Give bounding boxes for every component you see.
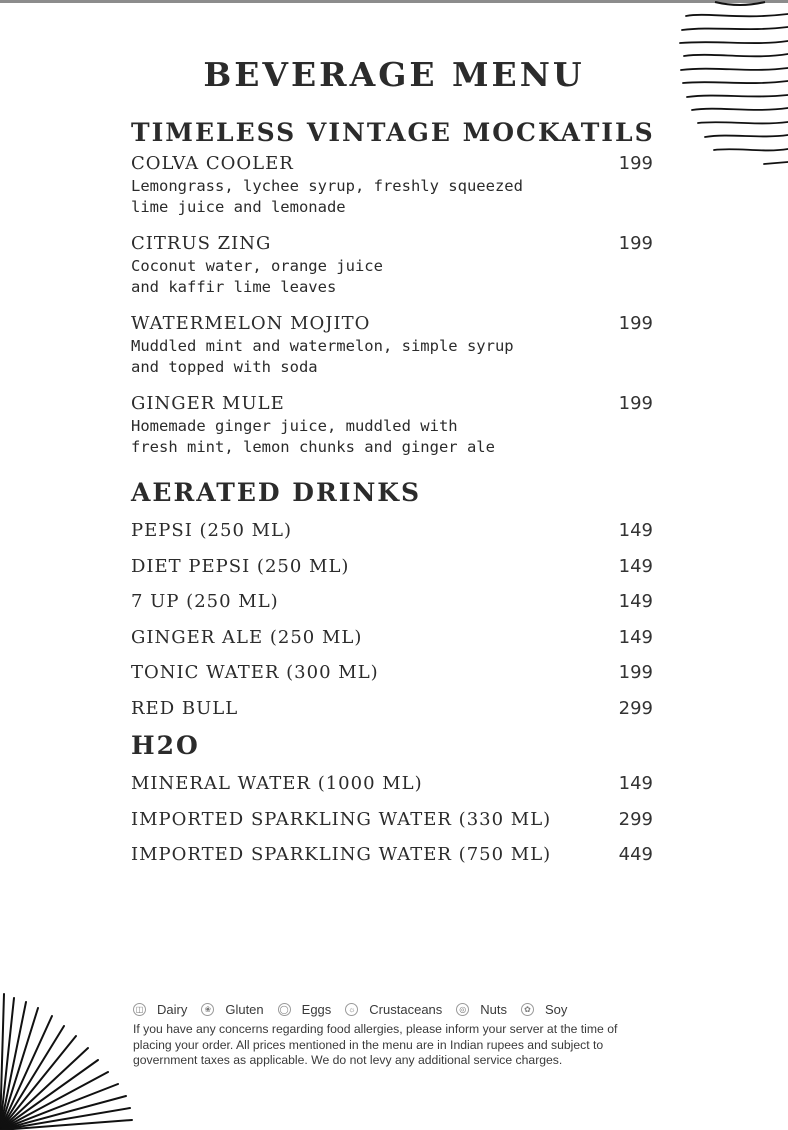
menu-item bbox=[131, 549, 655, 585]
item-name: GINGER MULE bbox=[131, 393, 285, 414]
item-price: 199 bbox=[618, 153, 653, 174]
item-price: 199 bbox=[618, 662, 653, 683]
item-price: 149 bbox=[618, 591, 653, 612]
allergen-footer bbox=[133, 999, 653, 1069]
eggs-icon: ◯ bbox=[278, 1003, 291, 1016]
soy-icon: ✿ bbox=[521, 1003, 534, 1016]
item-name: WATERMELON MOJITO bbox=[131, 313, 371, 334]
item-name: IMPORTED SPARKLING WATER (330 ML) bbox=[131, 808, 552, 830]
item-name: RED BULL bbox=[131, 697, 239, 719]
section-title: AERATED DRINKS bbox=[131, 478, 422, 507]
item-price: 199 bbox=[618, 313, 653, 334]
decorative-fan-bottom-left bbox=[0, 990, 135, 1130]
allergen-label: Soy bbox=[545, 1001, 568, 1017]
menu-item bbox=[131, 584, 655, 620]
item-name: PEPSI (250 ML) bbox=[131, 520, 293, 541]
allergen-label: Dairy bbox=[157, 1001, 188, 1017]
allergen-soy bbox=[521, 1002, 567, 1017]
menu-item bbox=[131, 691, 655, 727]
allergen-eggs bbox=[278, 1002, 332, 1017]
item-description: Lemongrass, lychee syrup, freshly squeezed lime juice and lemonade bbox=[131, 177, 523, 216]
allergen-legend bbox=[133, 999, 653, 1019]
item-price: 299 bbox=[618, 808, 653, 830]
menu-item bbox=[131, 620, 655, 656]
item-description: Muddled mint and watermelon, simple syrup and topped with soda bbox=[131, 337, 514, 376]
item-price: 199 bbox=[618, 233, 653, 254]
section-water bbox=[131, 726, 655, 873]
menu-title: BEVERAGE MENU bbox=[203, 55, 585, 94]
crustaceans-icon: ☼ bbox=[345, 1003, 358, 1016]
item-price: 149 bbox=[618, 626, 653, 648]
item-description: Coconut water, orange juice and kaffir lime leaves bbox=[131, 257, 383, 296]
allergen-crustaceans bbox=[345, 1002, 442, 1017]
item-price: 149 bbox=[618, 555, 653, 577]
section-aerated-drinks bbox=[131, 473, 655, 726]
item-name: 7 UP (250 ML) bbox=[131, 591, 279, 612]
allergen-label: Gluten bbox=[225, 1001, 264, 1017]
gluten-icon: ❀ bbox=[201, 1003, 214, 1016]
item-name: GINGER ALE (250 ML) bbox=[131, 626, 363, 648]
menu-item bbox=[131, 655, 655, 691]
allergy-notice: If you have any concerns regarding food allergies, please inform your server at the time of placing your order. All prices mentioned in the menu are in Indian rupees and subject to government taxes as applicable. We do not levy any additional service charges. bbox=[133, 1022, 618, 1067]
item-price: 299 bbox=[618, 697, 653, 719]
menu-item bbox=[131, 837, 655, 873]
menu-item bbox=[131, 233, 655, 298]
dairy-icon: ◫ bbox=[133, 1003, 146, 1016]
allergen-label: Nuts bbox=[480, 1001, 508, 1017]
item-name: IMPORTED SPARKLING WATER (750 ML) bbox=[131, 844, 552, 865]
allergen-label: Eggs bbox=[301, 1001, 332, 1017]
section-title: TIMELESS VINTAGE MOCKATILS bbox=[131, 118, 655, 147]
nuts-icon: ◎ bbox=[456, 1003, 469, 1016]
item-name: MINERAL WATER (1000 ML) bbox=[131, 773, 423, 794]
menu-item bbox=[131, 313, 655, 378]
section-mocktails bbox=[131, 113, 655, 458]
allergen-gluten bbox=[201, 1002, 263, 1017]
item-price: 149 bbox=[618, 773, 653, 794]
menu-item bbox=[131, 802, 655, 838]
item-name: COLVA COOLER bbox=[131, 153, 294, 174]
section-title: H2O bbox=[131, 731, 200, 760]
item-name: TONIC WATER (300 ML) bbox=[131, 662, 379, 683]
menu-item bbox=[131, 393, 655, 458]
top-border bbox=[0, 0, 788, 3]
item-price: 199 bbox=[618, 393, 653, 414]
allergen-label: Crustaceans bbox=[369, 1001, 443, 1017]
menu-item bbox=[131, 766, 655, 802]
menu-body bbox=[131, 113, 655, 873]
allergen-nuts bbox=[456, 1002, 507, 1017]
menu-item bbox=[131, 153, 655, 218]
item-price: 449 bbox=[618, 844, 653, 865]
item-name: DIET PEPSI (250 ML) bbox=[131, 555, 350, 577]
menu-item bbox=[131, 513, 655, 549]
item-price: 149 bbox=[618, 520, 653, 541]
item-name: CITRUS ZING bbox=[131, 233, 272, 254]
allergen-dairy bbox=[133, 1002, 187, 1017]
item-description: Homemade ginger juice, muddled with fresh mint, lemon chunks and ginger ale bbox=[131, 417, 495, 456]
